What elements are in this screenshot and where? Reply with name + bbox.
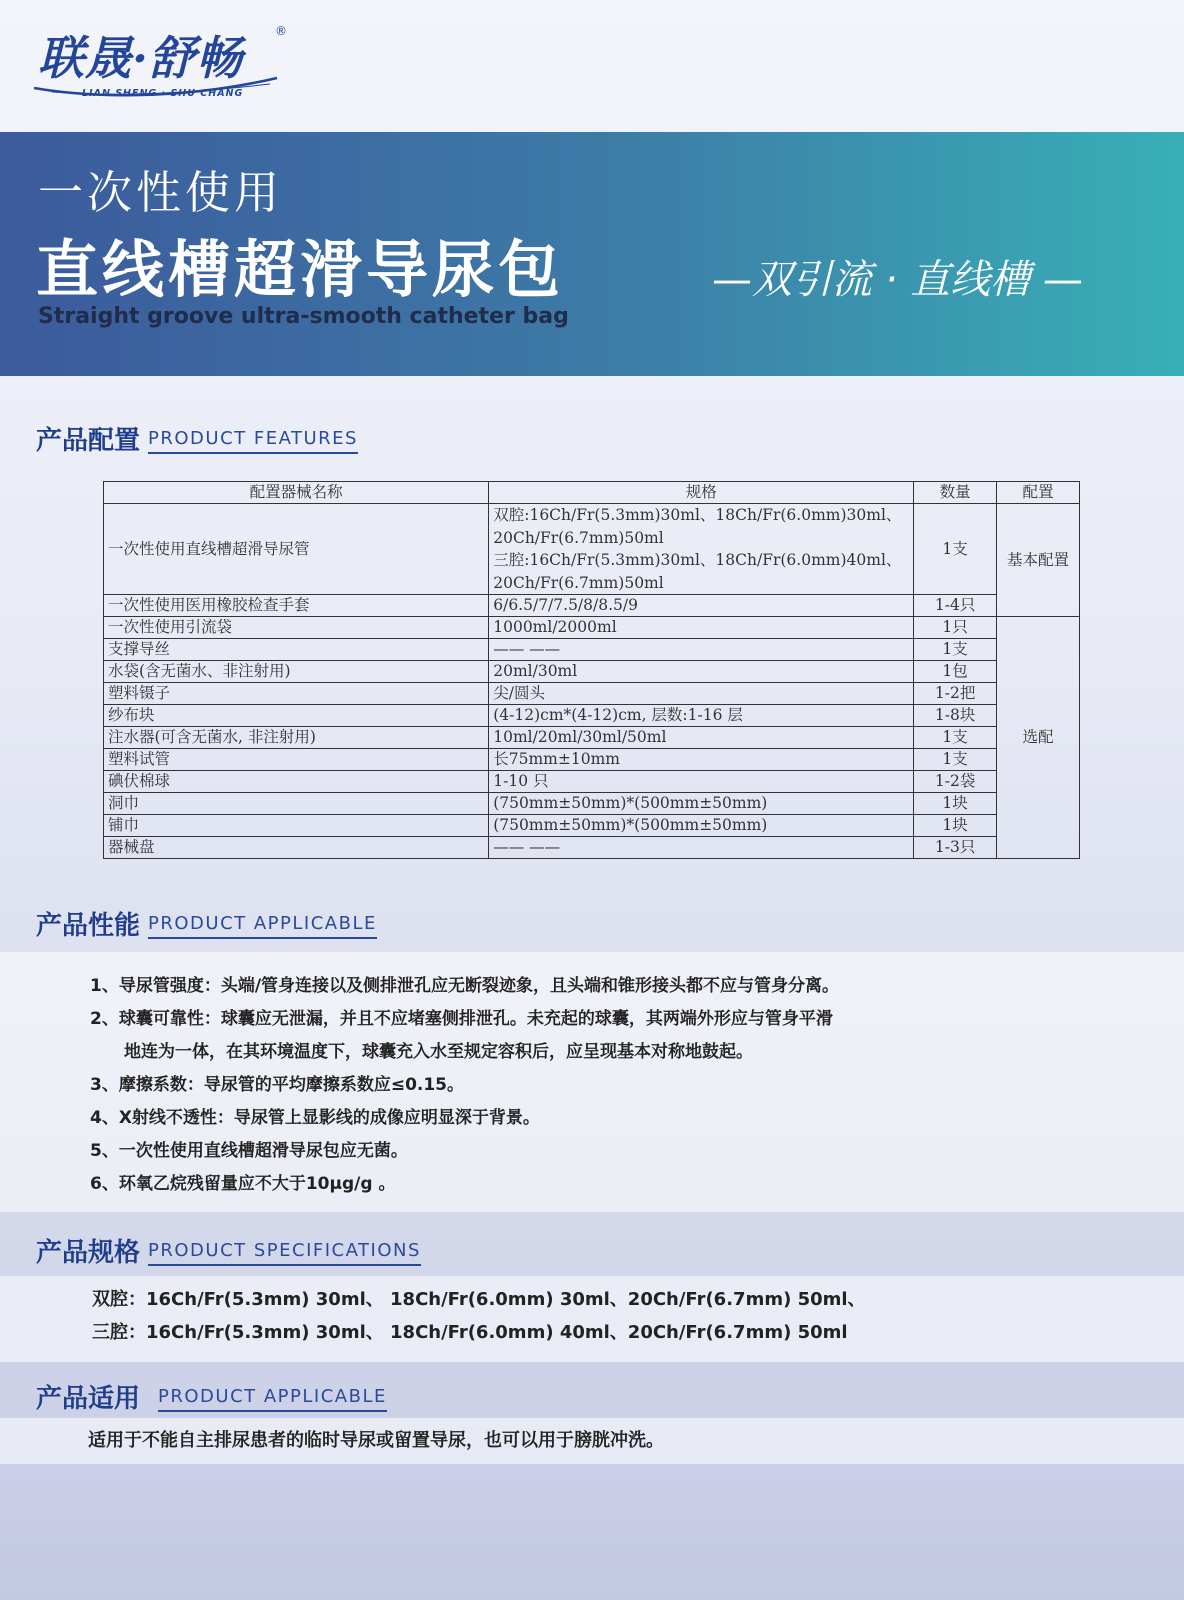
item-spec: 1000ml/2000ml	[489, 617, 914, 639]
item-name: 洞巾	[104, 793, 489, 815]
table-row	[104, 504, 1080, 595]
specifications-list	[92, 1283, 866, 1349]
header-name: 配置器械名称	[104, 482, 489, 504]
registered-mark: ®	[275, 24, 287, 38]
item-name: 铺巾	[104, 815, 489, 837]
configuration-table	[103, 481, 1080, 859]
item-name: 一次性使用直线槽超滑导尿管	[104, 504, 489, 595]
list-item: 4、X射线不透性：导尿管上显影线的成像应明显深于背景。	[90, 1108, 540, 1128]
table-row	[104, 771, 1080, 793]
config-basic: 基本配置	[997, 504, 1080, 617]
spec-line: 三腔:16Ch/Fr(5.3mm)30ml、18Ch/Fr(6.0mm)40ml、	[493, 551, 902, 569]
usage-text: 适用于不能自主排尿患者的临时导尿或留置导尿，也可以用于膀胱冲洗。	[88, 1430, 664, 1451]
banner-title: 直线槽超滑导尿包	[36, 233, 565, 306]
list-item: 3、摩擦系数：导尿管的平均摩擦系数应≤0.15。	[90, 1075, 465, 1095]
section-title-specifications	[36, 1232, 421, 1269]
table-row	[104, 837, 1080, 859]
item-spec: —— ——	[489, 639, 914, 661]
item-qty: 1-3只	[914, 837, 997, 859]
item-spec: (750mm±50mm)*(500mm±50mm)	[489, 815, 914, 837]
item-qty: 1-2把	[914, 683, 997, 705]
list-item: 三腔：16Ch/Fr(5.3mm) 30ml、 18Ch/Fr(6.0mm) 40ml、20Ch/Fr(6.7mm) 50ml	[92, 1322, 848, 1343]
table-row	[104, 793, 1080, 815]
list-item: 双腔：16Ch/Fr(5.3mm) 30ml、 18Ch/Fr(6.0mm) 30ml、20Ch/Fr(6.7mm) 50ml、	[92, 1289, 866, 1310]
item-qty: 1支	[914, 504, 997, 595]
section-title-en: PRODUCT FEATURES	[148, 428, 358, 454]
item-name: 器械盘	[104, 837, 489, 859]
item-name: 一次性使用引流袋	[104, 617, 489, 639]
header-spec: 规格	[489, 482, 914, 504]
section-title-cn: 产品性能	[36, 911, 141, 941]
item-name: 支撑导丝	[104, 639, 489, 661]
item-qty: 1块	[914, 793, 997, 815]
item-qty: 1-4只	[914, 595, 997, 617]
section-title-en: PRODUCT APPLICABLE	[158, 1386, 387, 1412]
table-row	[104, 661, 1080, 683]
item-name: 水袋(含无菌水、非注射用)	[104, 661, 489, 683]
table-row	[104, 639, 1080, 661]
item-spec: —— ——	[489, 837, 914, 859]
list-item: 1、导尿管强度：头端/管身连接以及侧排泄孔应无断裂迹象，且头端和锥形接头都不应与管身分离。	[90, 976, 840, 996]
section-title-cn: 产品适用	[36, 1384, 141, 1414]
item-name: 注水器(可含无菌水, 非注射用)	[104, 727, 489, 749]
spec-line: 20Ch/Fr(6.7mm)50ml	[493, 573, 664, 592]
table-row	[104, 727, 1080, 749]
item-qty: 1块	[914, 815, 997, 837]
item-qty: 1支	[914, 749, 997, 771]
item-name: 碘伏棉球	[104, 771, 489, 793]
banner-subtitle: 一次性使用	[38, 166, 284, 219]
header-config: 配置	[997, 482, 1080, 504]
item-name: 塑料试管	[104, 749, 489, 771]
item-qty: 1只	[914, 617, 997, 639]
section-title-cn: 产品配置	[36, 426, 141, 456]
title-banner	[0, 132, 1184, 376]
item-spec: (4-12)cm*(4-12)cm, 层数:1-16 层	[489, 705, 914, 727]
spec-line: 双腔:16Ch/Fr(5.3mm)30ml、18Ch/Fr(6.0mm)30ml、	[493, 506, 902, 524]
section-title-usage	[36, 1378, 387, 1415]
config-optional: 选配	[997, 617, 1080, 859]
item-spec	[489, 504, 914, 595]
list-item: 5、一次性使用直线槽超滑导尿包应无菌。	[90, 1141, 408, 1161]
table-row	[104, 815, 1080, 837]
item-spec: 10ml/20ml/30ml/50ml	[489, 727, 914, 749]
item-qty: 1-8块	[914, 705, 997, 727]
banner-slogan: —双引流 · 直线槽 —	[712, 257, 1083, 303]
table-row	[104, 617, 1080, 639]
table-row	[104, 749, 1080, 771]
item-name: 一次性使用医用橡胶检查手套	[104, 595, 489, 617]
item-qty: 1包	[914, 661, 997, 683]
item-qty: 1支	[914, 727, 997, 749]
section-title-en: PRODUCT APPLICABLE	[148, 913, 377, 939]
table-row	[104, 705, 1080, 727]
section-title-cn: 产品规格	[36, 1238, 141, 1268]
list-item: 6、环氧乙烷残留量应不大于10μg/g 。	[90, 1174, 396, 1194]
logo-text: 联晟·舒畅	[38, 31, 244, 85]
banner-title-en: Straight groove ultra-smooth catheter bag	[38, 304, 569, 329]
table-header-row	[104, 482, 1080, 504]
logo-english: LIAN SHENG · SHU CHANG	[82, 88, 244, 99]
section-title-features	[36, 420, 358, 457]
table-row	[104, 595, 1080, 617]
list-item: 地连为一体，在其环境温度下，球囊充入水至规定容积后，应呈现基本对称地鼓起。	[124, 1042, 753, 1062]
section-title-performance	[36, 905, 377, 942]
item-spec: 6/6.5/7/7.5/8/8.5/9	[489, 595, 914, 617]
item-name: 纱布块	[104, 705, 489, 727]
item-qty: 1支	[914, 639, 997, 661]
item-spec: 尖/圆头	[489, 683, 914, 705]
item-spec: 长75mm±10mm	[489, 749, 914, 771]
spec-line: 20Ch/Fr(6.7mm)50ml	[493, 528, 664, 547]
header-qty: 数量	[914, 482, 997, 504]
item-spec: 1-10 只	[489, 771, 914, 793]
item-name: 塑料镊子	[104, 683, 489, 705]
item-qty: 1-2袋	[914, 771, 997, 793]
list-item: 2、球囊可靠性：球囊应无泄漏，并且不应堵塞侧排泄孔。未充起的球囊，其两端外形应与管身平滑	[90, 1009, 833, 1029]
performance-list	[90, 970, 839, 1201]
section-title-en: PRODUCT SPECIFICATIONS	[148, 1240, 421, 1266]
table-row	[104, 683, 1080, 705]
brand-logo	[32, 18, 292, 108]
item-spec: 20ml/30ml	[489, 661, 914, 683]
item-spec: (750mm±50mm)*(500mm±50mm)	[489, 793, 914, 815]
